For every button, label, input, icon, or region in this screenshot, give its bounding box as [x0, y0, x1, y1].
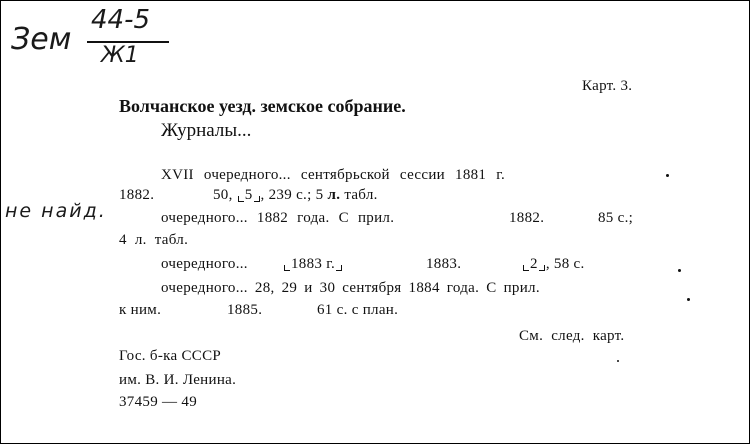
author-heading: Волчанское уезд. земское собрание. — [119, 96, 406, 116]
handwritten-numerator: 44-5 — [91, 5, 151, 35]
library-line-2: им. В. И. Ленина. — [119, 372, 237, 388]
entry-1-pages-l: л. — [327, 187, 341, 203]
bracket-right-mark — [254, 196, 260, 202]
entry-1-pages-b: 5 — [244, 187, 253, 203]
entry-3-d: , 58 с. — [545, 256, 585, 272]
handwritten-margin-note: не найд. — [5, 200, 107, 222]
scan-speck — [678, 269, 681, 272]
bracket-left-mark — [238, 196, 244, 202]
entry-1-pages — [213, 188, 378, 203]
entry-3-year: 1883. — [426, 256, 462, 272]
entry-4-a: к ним. — [119, 302, 162, 318]
bracket-left-mark — [284, 265, 290, 271]
entry-1-pages-a: 50, — [213, 187, 233, 203]
library-line-1: Гос. б-ка СССР — [119, 348, 222, 364]
entry-1-line-1: XVII очередного... сентябрьской сессии 1881 г. — [161, 167, 506, 183]
entry-3-b — [283, 257, 343, 272]
entry-3-b-text: 1883 г. — [291, 256, 336, 272]
library-line-3: 37459 — 49 — [119, 394, 197, 410]
bracket-left-mark — [523, 265, 529, 271]
handwritten-denominator: Ж1 — [101, 43, 139, 68]
bracket-right-mark — [336, 265, 342, 271]
entry-2-line-2: 4 л. табл. — [119, 232, 189, 248]
entry-3-c: 2 — [530, 256, 538, 272]
entry-1-pages-d: табл. — [344, 187, 378, 203]
entry-2-pages: 85 с.; — [598, 210, 634, 226]
scan-speck — [666, 174, 669, 177]
entry-4-line-1: очередного... 28, 29 и 30 сентября 1884 года. С прил. — [161, 280, 540, 296]
card-number: Карт. 3. — [582, 78, 633, 94]
entry-4-pages: 61 с. с план. — [317, 302, 399, 318]
entry-1-year: 1882. — [119, 187, 155, 203]
entry-2-line-1: очередного... 1882 года. С прил. — [161, 210, 395, 226]
handwritten-prefix: Зем — [11, 22, 72, 57]
scan-speck — [687, 298, 690, 301]
scan-speck — [617, 360, 619, 362]
entry-4-year: 1885. — [227, 302, 263, 318]
bracket-right-mark — [539, 265, 545, 271]
entry-3-pages — [522, 257, 585, 272]
see-next-card: См. след. карт. — [519, 328, 625, 344]
entry-3-a: очередного... — [161, 256, 248, 272]
entry-2-year: 1882. — [509, 210, 545, 226]
entry-1-pages-c: , 239 с.; 5 — [260, 187, 324, 203]
title-heading: Журналы... — [161, 120, 252, 141]
